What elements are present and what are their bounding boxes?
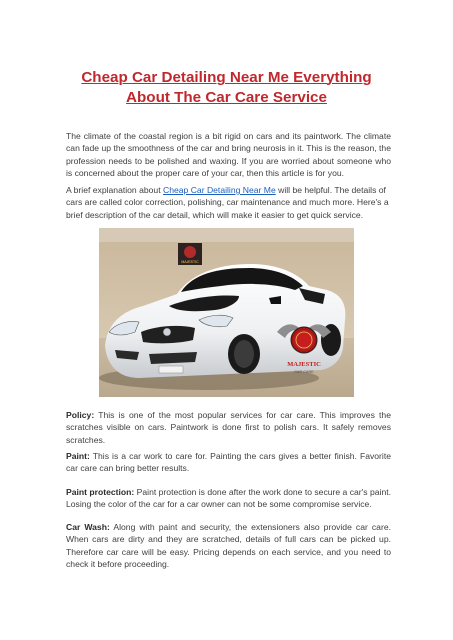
explanation-before: A brief explanation about	[66, 185, 163, 195]
section-label: Paint:	[66, 451, 90, 461]
intro-paragraph: The climate of the coastal region is a bit rigid on cars and its paintwork. The climate can fade up the smoothness of the car and bring neurosis in it. This is the reason, the profession needs to be polished and waxing. If you are worried about someone who is concerned about the proper care of your car, then this article is for you.	[66, 131, 391, 179]
section-label: Car Wash:	[66, 522, 110, 532]
section-text: This is one of the most popular services for car care. This improves the scratches visible on cars. Paintwork is done first to polish cars. It safely removes scratches.	[66, 410, 391, 445]
detailing-link[interactable]: Cheap Car Detailing Near Me	[163, 185, 276, 195]
section-text: Paint protection is done after the work done to secure a car's paint. Losing the color of the car for a car owner can not be some compromise service.	[66, 487, 392, 510]
wall-logo-icon	[178, 243, 202, 265]
logo-name: MAJESTIC	[287, 361, 321, 368]
section-label: Paint protection:	[66, 487, 135, 497]
car-photo	[99, 228, 354, 397]
title-line-1: Cheap Car Detailing Near Me Everything	[81, 69, 372, 86]
section-label: Policy:	[66, 410, 95, 420]
section-policy	[66, 409, 391, 446]
page-title	[60, 68, 393, 108]
section-car-wash	[66, 521, 391, 571]
wall-logo-text: MAJESTIC	[181, 260, 199, 264]
explanation-paragraph	[66, 184, 391, 221]
section-text: Along with paint and security, the extensioners also provide car care. When cars are dirty and they are scratched, details of full cars can be picked up. Therefore car care will be easy. Pricing depends on each service, and you need to check it before proceeding.	[66, 522, 391, 570]
logo-subtext: CAR CARE	[294, 370, 314, 374]
section-paint	[66, 450, 391, 475]
section-text: This is a car work to care for. Painting the cars gives a better finish. Favorite car care can bring better results.	[66, 451, 391, 474]
title-line-2: About The Car Care Service	[126, 89, 327, 106]
explanation-after: will be helpful. The details of cars are called color correction, polishing, car maintenance and much more. Here's a brief description of the car detail, which will make it easier to get quick service.	[66, 185, 389, 220]
section-paint-protection	[66, 486, 391, 511]
